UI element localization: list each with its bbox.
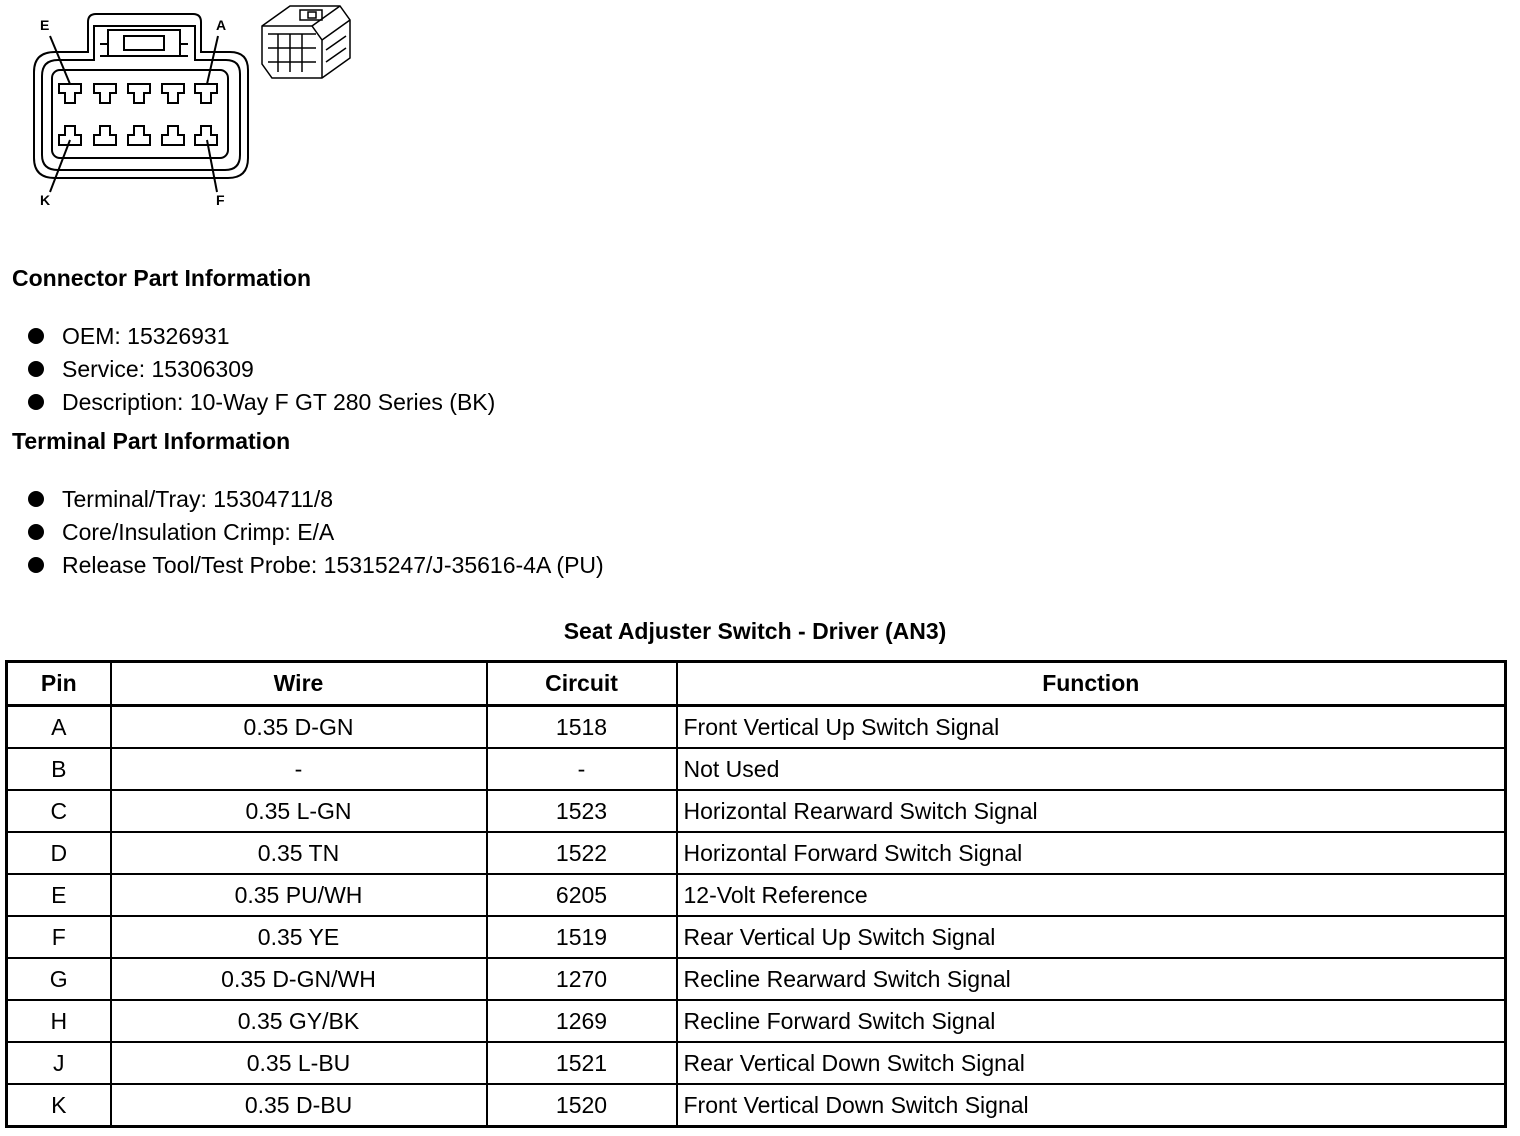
top-row-terminals (59, 84, 217, 103)
table-row (7, 1042, 1506, 1084)
function-cell: Horizontal Rearward Switch Signal (677, 790, 1506, 832)
pin-label-e: E (40, 17, 50, 33)
table-row (7, 748, 1506, 790)
wire-cell: 0.35 D-GN/WH (111, 958, 487, 1000)
function-cell: Not Used (677, 748, 1506, 790)
bullet-icon (28, 361, 44, 377)
bullet-icon (28, 328, 44, 344)
wire-cell: 0.35 D-BU (111, 1084, 487, 1127)
pin-cell: J (7, 1042, 111, 1084)
column-header-circuit: Circuit (487, 662, 677, 706)
bullet-icon (28, 524, 44, 540)
pin-cell: A (7, 706, 111, 749)
table-row (7, 1084, 1506, 1127)
table-row (7, 832, 1506, 874)
pin-cell: C (7, 790, 111, 832)
connector-part-info-list (28, 319, 495, 418)
pin-cell: F (7, 916, 111, 958)
pin-label-k: K (40, 192, 51, 208)
bullet-icon (28, 394, 44, 410)
table-row (7, 916, 1506, 958)
connector-part-info-heading: Connector Part Information (12, 265, 312, 291)
function-cell: Recline Rearward Switch Signal (677, 958, 1506, 1000)
wire-cell: 0.35 L-BU (111, 1042, 487, 1084)
table-title: Seat Adjuster Switch - Driver (AN3) (563, 618, 947, 644)
function-cell: Rear Vertical Up Switch Signal (677, 916, 1506, 958)
bottom-row-terminals (59, 126, 217, 145)
circuit-cell: 6205 (487, 874, 677, 916)
function-cell: Front Vertical Up Switch Signal (677, 706, 1506, 749)
circuit-cell: - (487, 748, 677, 790)
function-cell: Recline Forward Switch Signal (677, 1000, 1506, 1042)
pin-cell: G (7, 958, 111, 1000)
wire-cell: 0.35 PU/WH (111, 874, 487, 916)
wire-cell: 0.35 D-GN (111, 706, 487, 749)
pin-cell: E (7, 874, 111, 916)
pin-cell: K (7, 1084, 111, 1127)
table-row (7, 1000, 1506, 1042)
circuit-cell: 1518 (487, 706, 677, 749)
pin-cell: H (7, 1000, 111, 1042)
circuit-cell: 1523 (487, 790, 677, 832)
table-row (7, 790, 1506, 832)
pin-cell: D (7, 832, 111, 874)
bullet-icon (28, 491, 44, 507)
pin-cell: B (7, 748, 111, 790)
table-row (7, 958, 1506, 1000)
table-row (7, 874, 1506, 916)
circuit-cell: 1519 (487, 916, 677, 958)
connector-diagram (0, 0, 380, 215)
connector-3d-illustration (262, 6, 350, 78)
wire-cell: 0.35 L-GN (111, 790, 487, 832)
circuit-cell: 1522 (487, 832, 677, 874)
table-row (7, 706, 1506, 749)
column-header-wire: Wire (111, 662, 487, 706)
bullet-icon (28, 557, 44, 573)
wire-cell: 0.35 YE (111, 916, 487, 958)
list-item: OEM: 15326931 (28, 319, 495, 352)
list-item: Terminal/Tray: 15304711/8 (28, 482, 604, 515)
circuit-cell: 1521 (487, 1042, 677, 1084)
function-cell: Front Vertical Down Switch Signal (677, 1084, 1506, 1127)
wire-cell: 0.35 TN (111, 832, 487, 874)
pinout-table (5, 660, 1507, 1128)
function-cell: Horizontal Forward Switch Signal (677, 832, 1506, 874)
pin-label-a: A (216, 17, 227, 33)
terminal-part-info-heading: Terminal Part Information (12, 428, 291, 454)
list-item: Description: 10-Way F GT 280 Series (BK) (28, 385, 495, 418)
terminal-part-info-list (28, 482, 604, 581)
list-item: Core/Insulation Crimp: E/A (28, 515, 604, 548)
connector-latch (108, 30, 180, 56)
list-item: Release Tool/Test Probe: 15315247/J-35616-4A (PU) (28, 548, 604, 581)
wire-cell: - (111, 748, 487, 790)
pin-label-f: F (216, 192, 225, 208)
table-header-row (7, 662, 1506, 706)
function-cell: Rear Vertical Down Switch Signal (677, 1042, 1506, 1084)
circuit-cell: 1270 (487, 958, 677, 1000)
circuit-cell: 1269 (487, 1000, 677, 1042)
column-header-function: Function (677, 662, 1506, 706)
circuit-cell: 1520 (487, 1084, 677, 1127)
connector-housing-outline (34, 14, 248, 178)
list-item: Service: 15306309 (28, 352, 495, 385)
wire-cell: 0.35 GY/BK (111, 1000, 487, 1042)
column-header-pin: Pin (7, 662, 111, 706)
function-cell: 12-Volt Reference (677, 874, 1506, 916)
